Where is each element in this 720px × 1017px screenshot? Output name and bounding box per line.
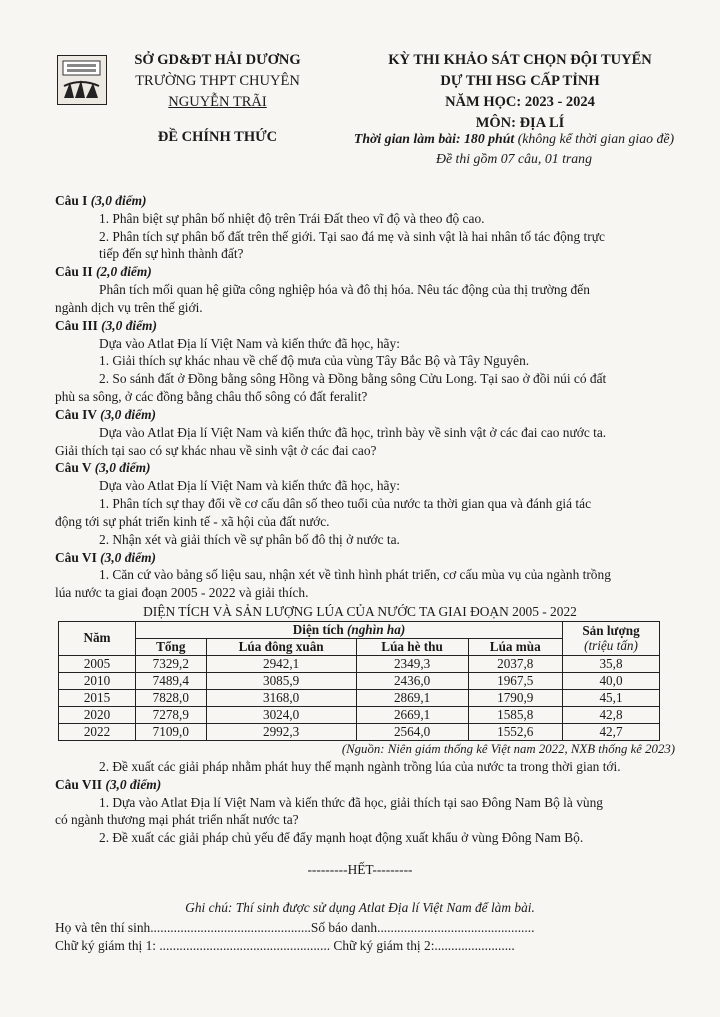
question-3-line: phù sa sông, ở các đồng bằng châu thổ sông có đất feralit?	[55, 389, 368, 405]
question-1-line: tiếp đến sự hình thành đất?	[99, 246, 244, 262]
table-row: 2010 7489,4 3085,9 2436,0 1967,5 40,0	[59, 672, 660, 689]
question-6-line: 1. Căn cứ vào bảng số liệu sau, nhận xét về tình hình phát triển, cơ cấu mùa vụ của ngành trồng	[99, 567, 611, 583]
table-row: 2005 7329,2 2942,1 2349,3 2037,8 35,8	[59, 655, 660, 672]
question-7-line: có ngành thương mại phát triển nhất nước ta?	[55, 812, 299, 828]
question-2-line: ngành dịch vụ trên thế giới.	[55, 299, 203, 315]
school-logo	[57, 55, 107, 105]
time-limit: Thời gian làm bài: 180 phút	[353, 131, 515, 146]
question-2-line: Phân tích mối quan hệ giữa công nghiệp hóa và đô thị hóa. Nêu tác động của thị trường đến	[99, 282, 590, 298]
table-source: (Nguồn: Niên giám thống kê Việt nam 2022, NXB thống kê 2023)	[341, 741, 675, 756]
exam-title: KỲ THI KHẢO SÁT CHỌN ĐỘI TUYỂN	[388, 52, 652, 68]
table-title: DIỆN TÍCH VÀ SẢN LƯỢNG LÚA CỦA NƯỚC TA GIAI ĐOẠN 2005 - 2022	[143, 604, 577, 620]
school-name-line1: TRƯỜNG THPT CHUYÊN	[135, 73, 300, 90]
question-5-line: động tới sự phát triển kinh tế - xã hội của đất nước.	[55, 513, 330, 529]
exam-content	[55, 192, 675, 954]
time-info	[318, 129, 710, 169]
exam-subtitle: DỰ THI HSG CẤP TỈNH	[440, 73, 600, 90]
question-3-line: 2. So sánh đất ở Đồng bằng sông Hồng và Đồng bằng sông Cửu Long. Tại sao ở đồi núi có đất	[99, 371, 607, 387]
school-year: NĂM HỌC: 2023 - 2024	[445, 94, 595, 111]
question-1-line: 2. Phân tích sự phân bố đất trên thế giới. Tại sao đá mẹ và sinh vật là hai nhân tố tác động trực	[99, 228, 605, 244]
note: Ghi chú: Thí sinh được sử dụng Atlat Địa lí Việt Nam để làm bài.	[185, 899, 535, 915]
question-7-line: 1. Dựa vào Atlat Địa lí Việt Nam và kiến thức đã học, giải thích tại sao Đông Nam Bộ là vùng	[99, 794, 603, 810]
school-name-line2: NGUYỄN TRÃI	[168, 94, 267, 111]
question-5-title: Câu V (3,0 điểm)	[55, 460, 151, 476]
question-7-line: 2. Đề xuất các giải pháp chủ yếu để đẩy mạnh hoạt động xuất khẩu ở vùng Đông Nam Bộ.	[99, 830, 584, 846]
table-header-year: Năm	[59, 621, 136, 655]
question-2-title: Câu II (2,0 điểm)	[55, 264, 152, 280]
table-row: 2022 7109,0 2992,3 2564,0 1552,6 42,7	[59, 723, 660, 740]
question-5-line: 1. Phân tích sự thay đổi về cơ cấu dân số theo tuổi của nước ta thời gian qua và đánh giá tác	[99, 496, 592, 512]
question-1-line: 1. Phân biệt sự phân bố nhiệt độ trên Trái Đất theo vĩ độ và theo độ cao.	[99, 210, 485, 226]
table-row: 2020 7278,9 3024,0 2669,1 1585,8 42,8	[59, 706, 660, 723]
time-note: (không kể thời gian giao đề)	[514, 131, 675, 146]
question-6-line: lúa nước ta giai đoạn 2005 - 2022 và giải thích.	[55, 585, 309, 601]
table-header-output: Sản lượng (triệu tấn)	[563, 621, 660, 655]
school-header	[110, 50, 325, 113]
table-subheader: Lúa đông xuân	[206, 638, 356, 655]
table-subheader: Tổng	[136, 638, 207, 655]
end-marker: ---------HẾT---------	[307, 862, 413, 878]
question-6-title: Câu VI (3,0 điểm)	[55, 549, 156, 565]
question-5-line: 2. Nhận xét và giải thích về sự phân bố đô thị ở nước ta.	[99, 531, 400, 547]
question-3-line: Dựa vào Atlat Địa lí Việt Nam và kiến thức đã học, hãy:	[99, 335, 400, 351]
question-4-title: Câu IV (3,0 điểm)	[55, 406, 156, 422]
official-label: ĐỀ CHÍNH THỨC	[157, 129, 278, 145]
supervisor-signature-line: Chữ ký giám thị 1: ................................................... Chữ ký giám thị 2:........................	[55, 937, 515, 953]
candidate-info-line: Họ và tên thí sinh................................................Số báo danh...............................................	[55, 919, 535, 935]
question-6-line: 2. Đề xuất các giải pháp nhằm phát huy thế mạnh ngành trồng lúa của nước ta trong thời gian tới.	[99, 758, 621, 774]
table-subheader: Lúa mùa	[468, 638, 563, 655]
question-1-title: Câu I (3,0 điểm)	[55, 193, 147, 208]
question-3-title: Câu III (3,0 điểm)	[55, 317, 157, 333]
table-row: 2015 7828,0 3168,0 2869,1 1790,9 45,1	[59, 689, 660, 706]
question-4-line: Giải thích tại sao có sự khác nhau về sinh vật ở các đai cao?	[55, 442, 377, 458]
department-name: SỞ GD&ĐT HẢI DƯƠNG	[134, 52, 301, 68]
page-count: Đề thi gồm 07 câu, 01 trang	[436, 151, 592, 166]
table-header-area: Diện tích (nghìn ha)	[136, 621, 563, 638]
rice-data-table	[58, 621, 660, 741]
table-subheader: Lúa hè thu	[356, 638, 468, 655]
question-4-line: Dựa vào Atlat Địa lí Việt Nam và kiến thức đã học, trình bày về sinh vật ở các đai cao nước ta.	[99, 424, 607, 440]
school-logo-icon	[58, 56, 105, 103]
question-5-line: Dựa vào Atlat Địa lí Việt Nam và kiến thức đã học, hãy:	[99, 478, 400, 494]
question-7-title: Câu VII (3,0 điểm)	[55, 776, 162, 792]
exam-header	[330, 50, 710, 134]
question-3-line: 1. Giải thích sự khác nhau về chế độ mưa của vùng Tây Bắc Bộ và Tây Nguyên.	[99, 353, 530, 369]
subject: MÔN: ĐỊA LÍ	[475, 115, 565, 132]
